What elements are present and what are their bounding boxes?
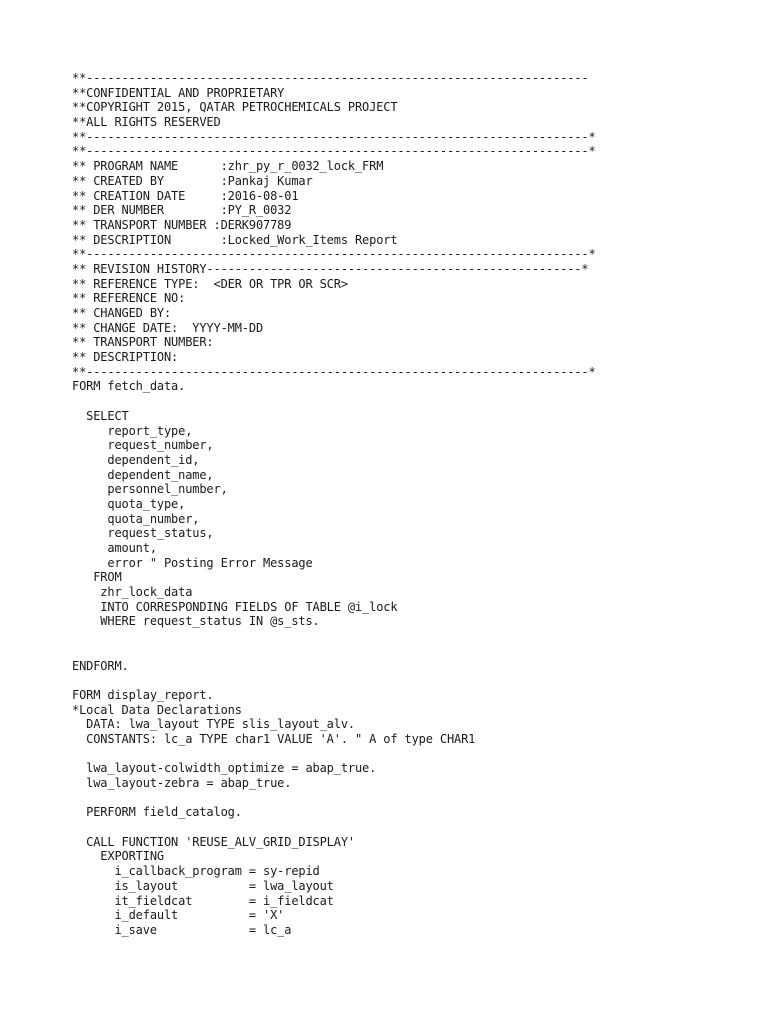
code-line: quota_number, [72,511,200,526]
code-line: **-----------------------------------------------------------------------* [72,144,596,159]
code-line: FORM fetch_data. [72,379,186,394]
code-line: request_number, [72,438,214,453]
code-line: ** DESCRIPTION :Locked_Work_Items Report [72,232,398,247]
code-line: ** TRANSPORT NUMBER: [72,335,214,350]
code-line [72,629,752,644]
code-line: FORM display_report. [72,687,214,702]
code-line: is_layout = lwa_layout [72,878,334,893]
code-line: i_callback_program = sy-repid [72,864,320,879]
code-line: lwa_layout-zebra = abap_true. [72,776,292,790]
code-line: i_default = 'X' [72,908,285,923]
code-line [72,394,752,409]
code-line: *Local Data Declarations [72,702,242,717]
code-line: FROM [72,570,122,585]
code-line: quota_type, [72,496,186,511]
code-line: **-----------------------------------------------------------------------* [72,129,596,144]
code-line: **CONFIDENTIAL AND PROPRIETARY [72,85,285,100]
code-line: ** REVISION HISTORY-----------------------------------------------------* [72,261,589,276]
code-line: ** TRANSPORT NUMBER :DERK907789 [72,217,292,232]
code-line: **-----------------------------------------------------------------------* [72,247,596,262]
code-line: SELECT [72,408,129,423]
code-line: **ALL RIGHTS RESERVED [72,115,221,130]
code-line: ** PROGRAM NAME :zhr_py_r_0032_lock_FRM [72,159,384,174]
code-line: ** CHANGED BY: [72,306,172,320]
code-line: ** CREATION DATE :2016-08-01 [72,188,299,203]
code-line: ENDFORM. [72,658,129,673]
code-line [72,820,752,835]
code-line: request_status, [72,526,214,541]
code-line: ** REFERENCE TYPE: <DER OR TPR OR SCR> [72,276,348,291]
code-line: dependent_name, [72,467,214,482]
code-line: ** REFERENCE NO: [72,291,186,306]
code-line: **-----------------------------------------------------------------------* [72,364,596,379]
code-line: ** CHANGE DATE: YYYY-MM-DD [72,320,264,335]
code-line: error " Posting Error Message [72,555,313,570]
code-listing [72,71,752,938]
code-line: lwa_layout-colwidth_optimize = abap_true. [72,761,377,776]
code-line: amount, [72,541,157,555]
code-line: it_fieldcat = i_fieldcat [72,893,334,908]
code-line: CALL FUNCTION 'REUSE_ALV_GRID_DISPLAY' [72,834,355,849]
code-line: report_type, [72,423,193,438]
code-line: **COPYRIGHT 2015, QATAR PETROCHEMICALS PROJECT [72,100,398,115]
code-line: **----------------------------------------------------------------------- [72,71,589,85]
code-line: ** DESCRIPTION: [72,350,179,365]
code-line: EXPORTING [72,849,164,864]
code-line: dependent_id, [72,452,200,467]
code-line: DATA: lwa_layout TYPE slis_layout_alv. [72,717,355,732]
code-line: personnel_number, [72,482,228,497]
code-line: ** CREATED BY :Pankaj Kumar [72,173,313,188]
code-line: CONSTANTS: lc_a TYPE char1 VALUE 'A'. " A of type CHAR1 [72,731,476,746]
code-line: PERFORM field_catalog. [72,805,242,820]
code-line: WHERE request_status IN @s_sts. [72,614,320,629]
code-line [72,673,752,688]
code-line [72,747,752,762]
code-line: ** DER NUMBER :PY_R_0032 [72,203,292,218]
code-line: i_save = lc_a [72,922,292,937]
code-line [72,791,752,806]
code-line: INTO CORRESPONDING FIELDS OF TABLE @i_lock [72,599,398,614]
code-line: zhr_lock_data [72,585,193,600]
code-line [72,644,752,659]
